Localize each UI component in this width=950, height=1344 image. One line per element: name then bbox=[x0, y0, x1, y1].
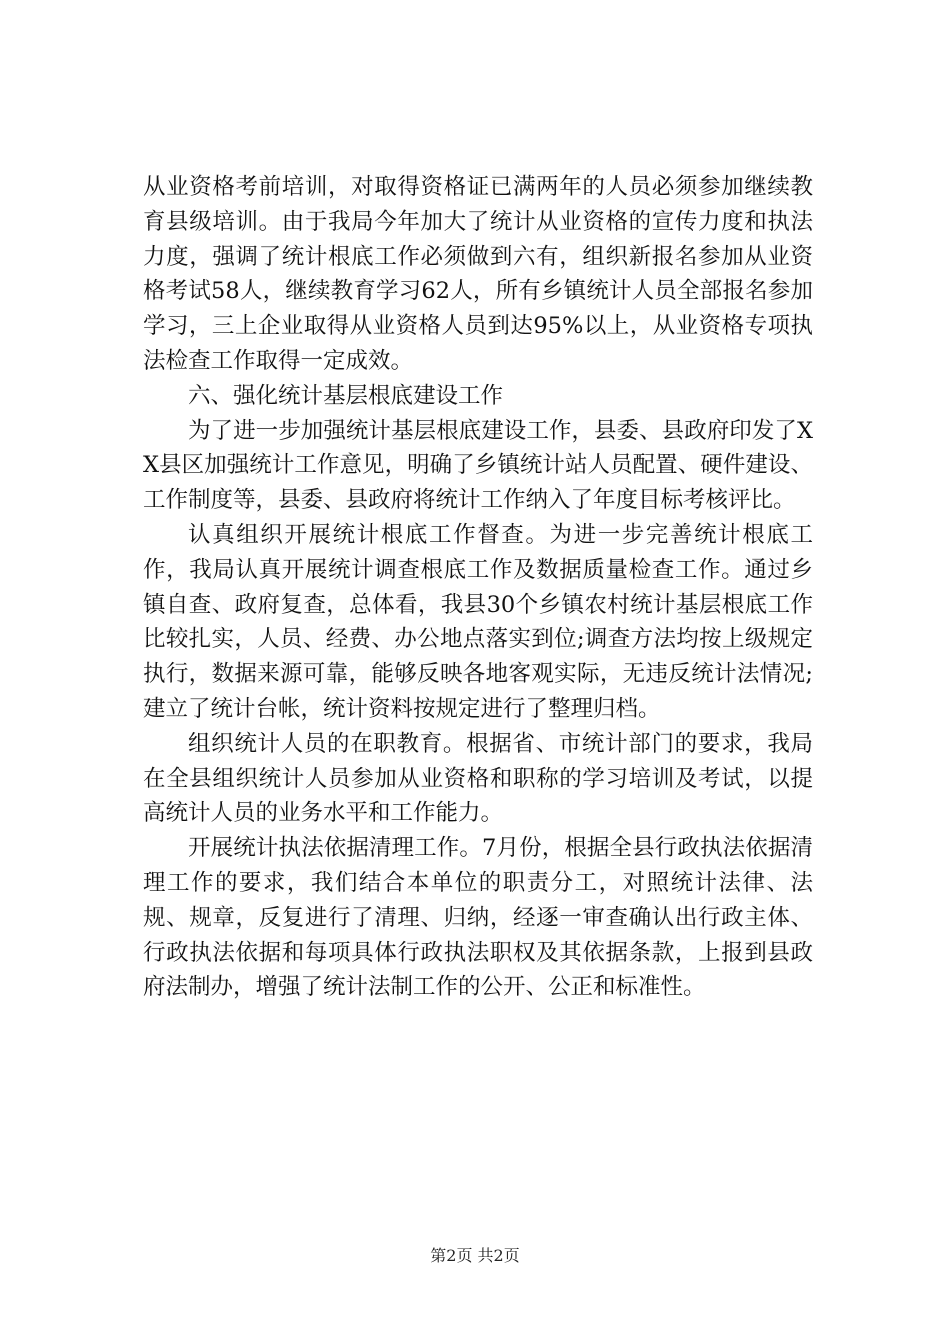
page-number-footer: 第2页 共2页 bbox=[430, 1246, 520, 1265]
document-body bbox=[143, 170, 813, 1005]
paragraph-continued-training: 从业资格考前培训，对取得资格证已满两年的人员必须参加继续教育县级培训。由于我局今年加大了统计从业资格的宣传力度和执法力度，强调了统计根底工作必须做到六有，组织新报名参加从业资格考试58人，继续教育学习62人，所有乡镇统计人员全部报名参加学习，三上企业取得从业资格人员到达95%以上，从业资格专项执法检查工作取得一定成效。 bbox=[143, 174, 813, 374]
paragraph-on-job-education: 组织统计人员的在职教育。根据省、市统计部门的要求，我局在全县组织统计人员参加从业资格和职称的学习培训及考试，以提高统计人员的业务水平和工作能力。 bbox=[143, 730, 813, 827]
section-heading-six: 六、强化统计基层根底建设工作 bbox=[188, 382, 504, 409]
paragraph-law-enforcement-cleanup: 开展统计执法依据清理工作。7月份，根据全县行政执法依据清理工作的要求，我们结合本单位的职责分工，对照统计法律、法规、规章，反复进行了清理、归纳，经逐一审查确认出行政主体、行政执法依据和每项具体行政执法职权及其依据条款，上报到县政府法制办，增强了统计法制工作的公开、公正和标准性。 bbox=[143, 835, 813, 1001]
paragraph-grassroots-construction: 为了进一步加强统计基层根底建设工作，县委、县政府印发了XX县区加强统计工作意见，明确了乡镇统计站人员配置、硬件建设、工作制度等，县委、县政府将统计工作纳入了年度目标考核评比。 bbox=[143, 417, 813, 514]
paragraph-basic-work-inspection: 认真组织开展统计根底工作督查。为进一步完善统计根底工作，我局认真开展统计调查根底工作及数据质量检查工作。通过乡镇自查、政府复查，总体看，我县30个乡镇农村统计基层根底工作比较扎实，人员、经费、办公地点落实到位;调查方法均按上级规定执行，数据来源可靠，能够反映各地客观实际，无违反统计法情况;建立了统计台帐，统计资料按规定进行了整理归档。 bbox=[143, 521, 813, 722]
